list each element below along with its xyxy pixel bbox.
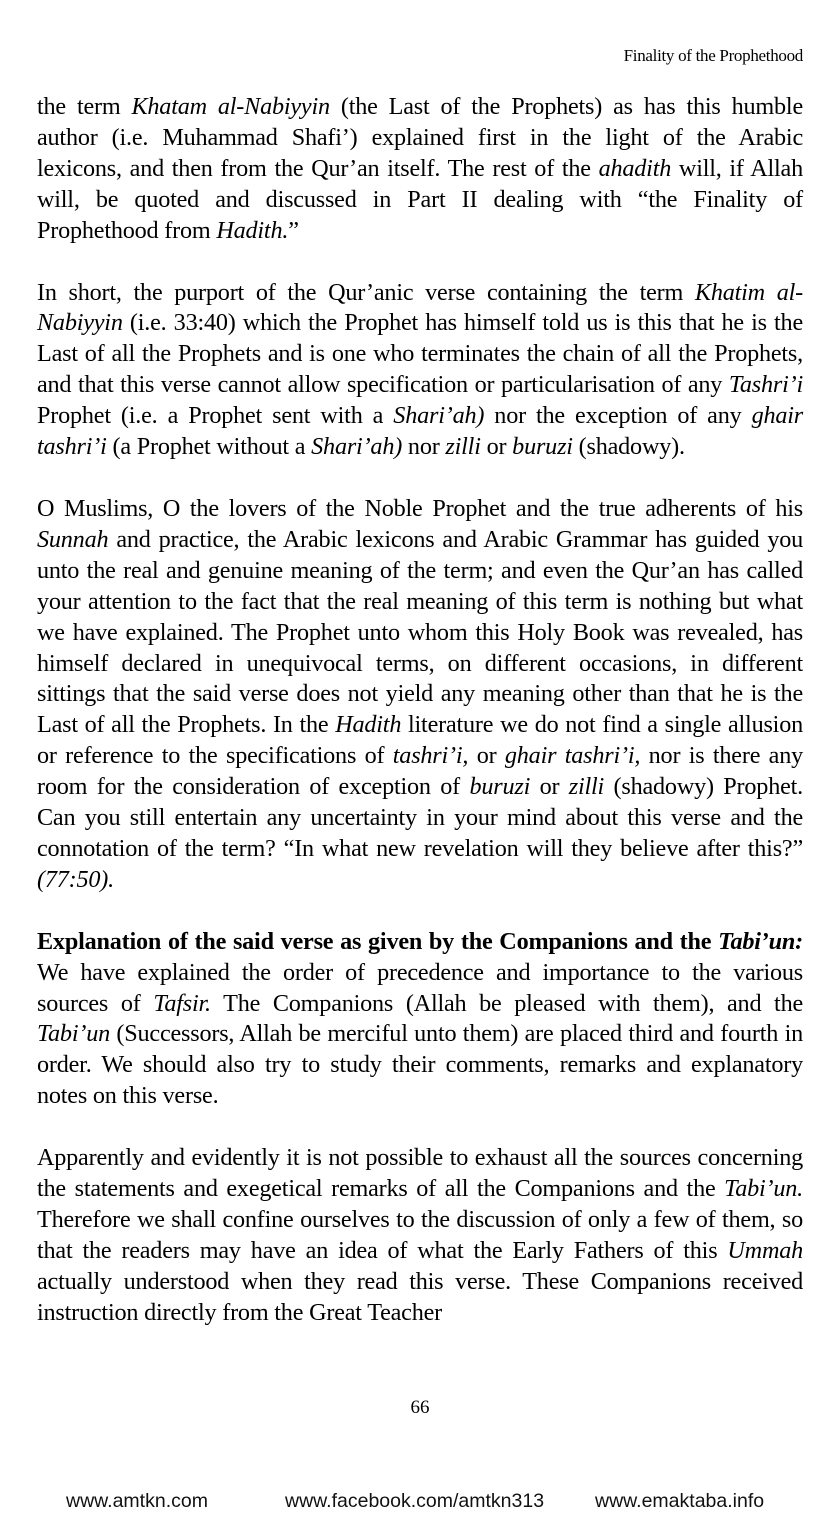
italic-term: Ummah: [727, 1236, 803, 1264]
text-run: We have explained the order of precedence and importance to the various sources of: [37, 958, 803, 1017]
italic-term: Hadith.: [216, 216, 289, 244]
text-run: (shadowy) Prophet. Can you still entertain any uncertainty in your mind about this verse and the connotation of the term? “In what new revelation will they believe after this?”: [37, 773, 803, 862]
text-run: The Companions (Allah be pleased with them), and the: [210, 989, 803, 1017]
italic-term: tashri’i,: [392, 742, 469, 770]
italic-term: zilli: [568, 773, 605, 801]
footer-link-facebook[interactable]: www.facebook.com/amtkn313: [285, 1490, 545, 1512]
text-run: In short, the purport of the Qur’anic verse containing the term: [37, 278, 695, 306]
text-run: and practice, the Arabic lexicons and Arabic Grammar has guided you unto the real and genuine meaning of the term; and even the Qur’an has called your attention to the fact that the real meaning of this term is nothing but what we have explained. The Prophet unto whom this Holy Book was revealed, has himself declared in unequivocal terms, on different occasions, in different sittings that the said verse does not yield any meaning other than that he is the Last of all the Prophets. In the: [37, 525, 803, 739]
section-heading-term: Tabi’un:: [718, 927, 803, 955]
italic-term: ghair tashri’i,: [504, 742, 641, 770]
italic-term: Tabi’un: [37, 1020, 110, 1048]
text-run: Therefore we shall confine ourselves to the discussion of only a few of them, so that the readers may have an idea of what the Early Fathers of this: [37, 1206, 803, 1264]
text-run: or: [480, 433, 513, 461]
italic-term: Khatim al-Nabiyyin: [37, 278, 803, 337]
italic-term: Hadith: [335, 711, 402, 739]
text-run: Apparently and evidently it is not possible to exhaust all the sources concerning the statements and exegetical remarks of all the Companions and the: [37, 1144, 803, 1203]
page-body: [37, 92, 803, 1360]
section-heading: Explanation of the said verse as given by the Companions and the: [37, 927, 719, 955]
text-run: the term: [37, 93, 132, 120]
running-title: Finality of the Prophethood: [623, 46, 803, 65]
footer-link-amtkn[interactable]: www.amtkn.com: [66, 1490, 208, 1512]
text-run: (i.e. 33:40) which the Prophet has himself told us is this that he is the Last of all the Prophets and is one who terminates the chain of all the Prophets, and that this verse cannot allow specification or particularisation of any: [37, 309, 803, 399]
italic-term: Tabi’un.: [724, 1175, 803, 1203]
text-run: O Muslims, O the lovers of the Noble Prophet and the true adherents of his: [37, 494, 803, 522]
text-run: ”: [288, 216, 299, 244]
text-run: or: [468, 742, 505, 770]
text-run: actually understood when they read this verse. These Companions received instruction directly from the Great Teacher: [37, 1267, 803, 1326]
text-run: nor is there any room for the consideration of exception of: [37, 742, 803, 801]
footer-links: [0, 1488, 840, 1514]
italic-term: Shari’ah): [393, 402, 485, 430]
text-run: will, if Allah will, be quoted and discussed in Part II dealing with “the Finality of Prophethood from: [37, 154, 803, 244]
paragraph-1: [37, 92, 803, 247]
footer-link-emaktaba[interactable]: www.emaktaba.info: [595, 1490, 765, 1512]
italic-term: buruzi: [512, 433, 573, 461]
text-run: nor the exception of any: [484, 402, 752, 430]
italic-term: buruzi: [469, 773, 531, 801]
paragraph-2: [37, 278, 803, 463]
italic-term: Sunnah: [37, 525, 109, 553]
italic-term: ahadith: [598, 154, 672, 182]
italic-term: Tashri’i: [728, 371, 803, 399]
text-run: (a Prophet without a: [106, 433, 312, 461]
italic-term: zilli: [445, 433, 481, 461]
text-run: or: [530, 773, 569, 801]
italic-term: ghair tashri’i: [37, 402, 804, 461]
page-number: 66: [410, 1397, 430, 1418]
verse-reference: (77:50).: [37, 865, 114, 893]
text-run: (Successors, Allah be merciful unto them) are placed third and fourth in order. We should also try to study their comments, remarks and explanatory notes on this verse.: [37, 1020, 803, 1110]
paragraph-5: [37, 1143, 803, 1328]
text-run: (shadowy).: [572, 433, 685, 461]
italic-term: Shari’ah): [311, 433, 403, 461]
italic-term: Khatam al-Nabiyyin: [131, 93, 330, 120]
text-run: nor: [402, 433, 446, 461]
paragraph-3: [37, 494, 803, 896]
text-run: literature we do not find a single allusion or reference to the specifications of: [37, 711, 803, 770]
text-run: Prophet (i.e. a Prophet sent with a: [37, 402, 394, 430]
paragraph-4: [37, 927, 803, 1112]
italic-term: Tafsir.: [153, 989, 211, 1017]
text-run: (the Last of the Prophets) as has this humble author (i.e. Muhammad Shafi’) explained first in the light of the Arabic lexicons, and then from the Qur’an itself. The rest of the: [37, 93, 803, 182]
